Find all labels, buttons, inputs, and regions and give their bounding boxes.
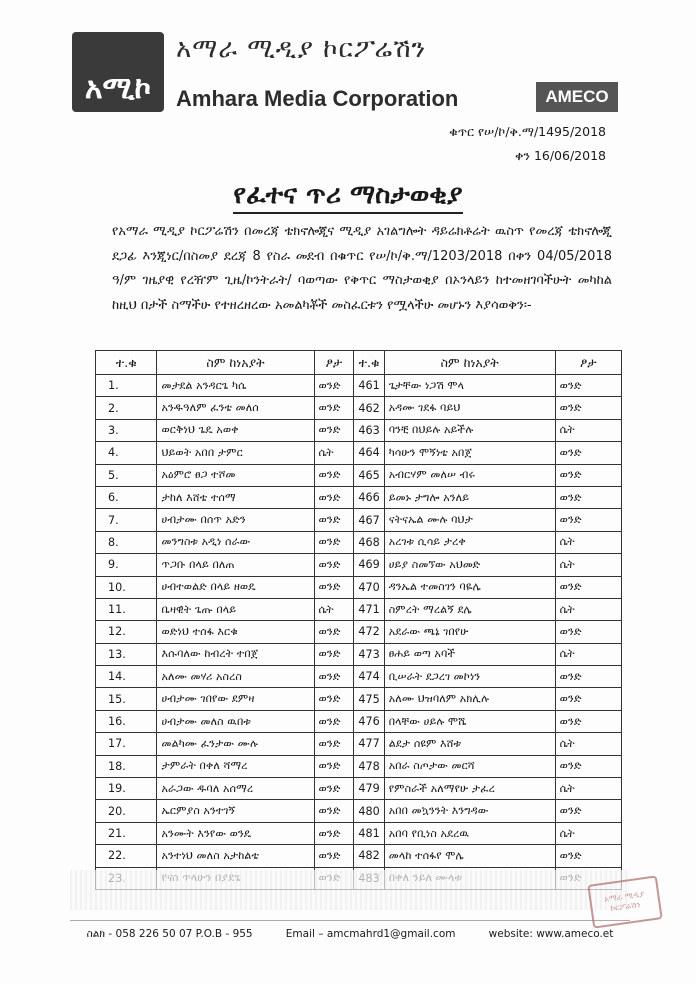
cell-sex2: ወንድ	[555, 666, 621, 688]
cell-sex: ወንድ	[314, 666, 354, 688]
cell-sex2: ወንድ	[555, 442, 621, 464]
cell-no2: 462	[354, 397, 384, 419]
table-row	[96, 598, 622, 620]
cell-sex: ወንድ	[314, 688, 354, 710]
cell-no: 11.	[96, 598, 157, 620]
cell-name: ህይወት አበበ ታምር	[157, 442, 314, 464]
reference-date: ቀን 16/06/2018	[515, 148, 606, 163]
header-no-2: ተ.ቁ	[354, 351, 384, 375]
cell-sex2: ወንድ	[555, 375, 621, 397]
cell-no2: 469	[354, 554, 384, 576]
header-no: ተ.ቁ	[96, 351, 157, 375]
table-header-row	[96, 351, 622, 375]
cell-name2: አበባ የቢነስ አደረዉ	[384, 822, 555, 844]
cell-sex: ወንድ	[314, 554, 354, 576]
cell-name2: ይመኑ ታግሎ አንለይ	[384, 486, 555, 508]
footer-website[interactable]: website: www.ameco.et	[488, 928, 614, 940]
cell-no2: 478	[354, 755, 384, 777]
table-row	[96, 576, 622, 598]
cell-name2: የምስራች አለማየሁ ታፈረ	[384, 778, 555, 800]
cell-no2: 475	[354, 688, 384, 710]
cell-no2: 482	[354, 845, 384, 867]
cell-name2: ቢሠራት ደጋረገ መኮነን	[384, 666, 555, 688]
cell-no: 12.	[96, 621, 157, 643]
footer-email[interactable]: Email – amcmahrd1@gmail.com	[285, 928, 456, 940]
table-row	[96, 531, 622, 553]
cell-no: 21.	[96, 822, 157, 844]
cell-name: ሀብታሙ በሰጥ አድን	[157, 509, 314, 531]
logo	[72, 32, 164, 112]
page-title	[0, 180, 696, 211]
cell-sex2: ወንድ	[555, 755, 621, 777]
official-stamp: አማራ ሚዲያ ኮርፖሬሽን	[587, 875, 662, 928]
cell-sex2: ሴት	[555, 554, 621, 576]
cell-no: 7.	[96, 509, 157, 531]
cell-sex: ወንድ	[314, 397, 354, 419]
cell-no2: 468	[354, 531, 384, 553]
cell-no2: 470	[354, 576, 384, 598]
reference-number: ቁጥር የሠ/ኮ/ቅ.ማ/1495/2018	[449, 124, 606, 139]
cell-sex: ወንድ	[314, 419, 354, 441]
cell-sex2: ሴት	[555, 643, 621, 665]
cell-no2: 476	[354, 710, 384, 732]
cell-sex: ወንድ	[314, 375, 354, 397]
header-sex: ፆታ	[314, 351, 354, 375]
cell-no: 13.	[96, 643, 157, 665]
footer	[70, 920, 630, 947]
org-acronym-badge: AMECO	[536, 82, 618, 112]
cell-no2: 480	[354, 800, 384, 822]
cell-sex2: ወንድ	[555, 486, 621, 508]
org-name-english: Amhara Media Corporation	[176, 86, 459, 111]
cell-sex2: ወንድ	[555, 397, 621, 419]
table-row	[96, 509, 622, 531]
cell-no2: 479	[354, 778, 384, 800]
cell-no: 19.	[96, 778, 157, 800]
cell-sex: ወንድ	[314, 643, 354, 665]
cell-name: አንሙት እንየው ወንዴ	[157, 822, 314, 844]
cell-sex2: ወንድ	[555, 464, 621, 486]
cell-sex: ወንድ	[314, 509, 354, 531]
cell-no: 1.	[96, 375, 157, 397]
cell-no: 5.	[96, 464, 157, 486]
cell-sex2: ሴት	[555, 733, 621, 755]
cell-name2: አበራ ስጦታው መርሻ	[384, 755, 555, 777]
cell-no: 10.	[96, 576, 157, 598]
table-row	[96, 845, 622, 867]
cell-name: ኤርምያስ አንተገኝ	[157, 800, 314, 822]
cell-no: 17.	[96, 733, 157, 755]
cell-sex2: ሴት	[555, 531, 621, 553]
cell-no2: 471	[354, 598, 384, 620]
header-sex-2: ፆታ	[555, 351, 621, 375]
cell-name2: ባንቺ በህይሉ አይችሉ	[384, 419, 555, 441]
cell-name: መንግስቱ አዲነ ሰራው	[157, 531, 314, 553]
cell-sex: ሴት	[314, 598, 354, 620]
header-name: ስም ከነአያት	[157, 351, 314, 375]
cell-sex2: ወንድ	[555, 710, 621, 732]
cell-name2: ሀይያ ስመኘው አህመድ	[384, 554, 555, 576]
cell-no2: 464	[354, 442, 384, 464]
cell-name2: ካሳሁን ሞኝነቴ አበጀ	[384, 442, 555, 464]
cell-sex2: ሴት	[555, 822, 621, 844]
cell-name: ቤዛዊት ጌጡ በላይ	[157, 598, 314, 620]
cell-name: መታደል አንዳርጌ ካሴ	[157, 375, 314, 397]
cell-sex2: ሴት	[555, 598, 621, 620]
table-row	[96, 621, 622, 643]
cell-sex: ሴት	[314, 442, 354, 464]
cell-sex: ወንድ	[314, 778, 354, 800]
cell-name: ጥጋቡ በላይ በለጠ	[157, 554, 314, 576]
cell-no: 15.	[96, 688, 157, 710]
cell-name: ወድነህ ተሰፋ እርቁ	[157, 621, 314, 643]
table-row	[96, 733, 622, 755]
cell-name: ሀብተወልድ በላይ ዘወዴ	[157, 576, 314, 598]
cell-name2: ጌታቸው ነጋሽ ሞላ	[384, 375, 555, 397]
footer-phone: ስልክ - 058 226 50 07 P.O.B - 955	[86, 927, 253, 940]
table-row	[96, 442, 622, 464]
table-row	[96, 666, 622, 688]
table-row	[96, 710, 622, 732]
footer-band	[70, 870, 630, 910]
cell-sex2: ሴት	[555, 778, 621, 800]
cell-name: አለሙ መሃሪ አስረስ	[157, 666, 314, 688]
cell-name2: ናትናኤል ሙሉ ባህታ	[384, 509, 555, 531]
cell-name2: አረገቱ ሲሳይ ታረቀ	[384, 531, 555, 553]
table-row	[96, 486, 622, 508]
table-row	[96, 464, 622, 486]
cell-sex: ወንድ	[314, 621, 354, 643]
cell-no2: 466	[354, 486, 384, 508]
cell-no: 6.	[96, 486, 157, 508]
cell-no2: 473	[354, 643, 384, 665]
cell-name2: መላከ ተሰፋየ ሞሌ	[384, 845, 555, 867]
cell-name2: ልደታ ሰዩም እሸቱ	[384, 733, 555, 755]
cell-sex: ወንድ	[314, 531, 354, 553]
cell-name: ወርቅነህ ጌዴ አወቀ	[157, 419, 314, 441]
cell-name2: አዳሙ ገደፋ ባይህ	[384, 397, 555, 419]
cell-no: 22.	[96, 845, 157, 867]
cell-no2: 463	[354, 419, 384, 441]
cell-name2: አብርሃም መለሠ ብሩ	[384, 464, 555, 486]
table-row	[96, 755, 622, 777]
table-row	[96, 688, 622, 710]
org-name-amharic: አማራ ሚዲያ ኮርፖሬሽን	[176, 34, 427, 64]
cell-no: 20.	[96, 800, 157, 822]
cell-sex2: ወንድ	[555, 576, 621, 598]
cell-name: ታከለ እሸቴ ተሰማ	[157, 486, 314, 508]
cell-sex2: ወንድ	[555, 800, 621, 822]
cell-sex: ወንድ	[314, 576, 354, 598]
table-row	[96, 778, 622, 800]
title-text: የፈተና ጥሪ ማስታወቂያ	[233, 180, 462, 214]
cell-sex: ወንድ	[314, 845, 354, 867]
cell-no2: 481	[354, 822, 384, 844]
cell-sex: ወንድ	[314, 822, 354, 844]
cell-no2: 465	[354, 464, 384, 486]
cell-no2: 461	[354, 375, 384, 397]
cell-no: 18.	[96, 755, 157, 777]
cell-no2: 472	[354, 621, 384, 643]
cell-name: አራጋው ዱባለ አሰማረ	[157, 778, 314, 800]
cell-name: አንዱዓለም ፈንቴ መለሰ	[157, 397, 314, 419]
candidates-table	[95, 350, 622, 890]
table-row	[96, 419, 622, 441]
cell-sex2: ወንድ	[555, 509, 621, 531]
cell-name: ሀብታሙ ገበየው ደምዛ	[157, 688, 314, 710]
cell-name: አንተነህ መለስ አታከልቴ	[157, 845, 314, 867]
cell-no2: 467	[354, 509, 384, 531]
cell-sex: ወንድ	[314, 486, 354, 508]
table-row	[96, 800, 622, 822]
cell-name2: ስምረት ማረልኝ ደሌ	[384, 598, 555, 620]
cell-no: 4.	[96, 442, 157, 464]
table-row	[96, 375, 622, 397]
cell-name2: አደራው ጫኔ ገበየሁ	[384, 621, 555, 643]
cell-sex2: ወንድ	[555, 845, 621, 867]
cell-sex: ወንድ	[314, 755, 354, 777]
cell-no: 3.	[96, 419, 157, 441]
table-row	[96, 643, 622, 665]
cell-sex: ወንድ	[314, 800, 354, 822]
table-row	[96, 822, 622, 844]
cell-sex2: ወንድ	[555, 688, 621, 710]
cell-no: 14.	[96, 666, 157, 688]
cell-no2: 477	[354, 733, 384, 755]
cell-sex: ወንድ	[314, 710, 354, 732]
cell-sex2: ወንድ	[555, 621, 621, 643]
cell-name2: ፀሐይ ወጣ አባች	[384, 643, 555, 665]
cell-name2: አበበ መኳንንት እንግዳው	[384, 800, 555, 822]
table-row	[96, 397, 622, 419]
cell-name2: በላቸው ሀይሉ ሞሼ	[384, 710, 555, 732]
intro-paragraph: የአማራ ሚዲያ ኮርፖሬሽን በመረጃ ቴክኖሎጂና ሚዲያ አገልግሎት ዳይሬክቶሬት ዉስጥ የመረጃ ቴክኖሎጂ ደጋፊ እንጂነር/በስመያ ደረጃ 8 የስራ መደብ በቁጥር የሠ/ኮ/ቅ.ማ/1203/2018 በቀን 04/05/2018 ዓ/ም ገዜያዊ የረዥም ጊዜ/ኮንትራት/ ባወጣው የቅጥር ማስታወቂያ በኦንላይን ከተመዘገባችሁት መካከል ከዚህ በታች ስማችሁ የተዘረዘረው አመልካቾች መስፈርቱን የሟላችሁ መሆኑን እያሳወቅን፡-	[112, 224, 612, 313]
logo-text: አሚኮ	[84, 71, 152, 106]
cell-sex: ወንድ	[314, 733, 354, 755]
cell-name2: አለሙ ህዝባለም አክሊሉ	[384, 688, 555, 710]
cell-no: 9.	[96, 554, 157, 576]
table-row	[96, 554, 622, 576]
cell-no2: 474	[354, 666, 384, 688]
cell-name: አዕምሮ ፀጋ ተሾመ	[157, 464, 314, 486]
cell-sex: ወንድ	[314, 464, 354, 486]
cell-no: 16.	[96, 710, 157, 732]
cell-name: እሱባለው ከብረት ተበጀ	[157, 643, 314, 665]
cell-name: ታምራት በቀለ ሻማረ	[157, 755, 314, 777]
cell-name: ሀብታሙ መለስ ዉበቱ	[157, 710, 314, 732]
cell-no: 8.	[96, 531, 157, 553]
cell-name: መልካሙ ፈንታው ሙሉ	[157, 733, 314, 755]
cell-sex2: ሴት	[555, 419, 621, 441]
cell-name2: ዳንኤል ተመስገን ባዬሌ	[384, 576, 555, 598]
header-name-2: ስም ከነአያት	[384, 351, 555, 375]
cell-no: 2.	[96, 397, 157, 419]
